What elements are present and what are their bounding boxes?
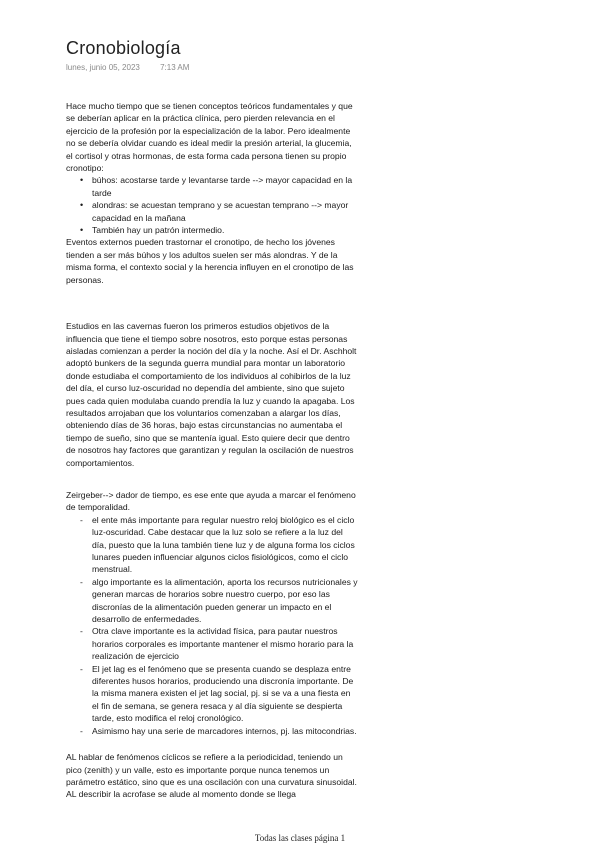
list-item: • búhos: acostarse tarde y levantarse tarde --> mayor capacidad en la tarde — [92, 174, 358, 199]
list-item: - El jet lag es el fenómeno que se presenta cuando se desplaza entre diferentes husos horarios, produciendo una discronía importante. De la misma manera existen el jet lag social, pj. si se va a una fiesta en el fin de semana, se genera resaca y al día siguiente se despierta tarde, esto modifica el reloj cronológico. — [92, 663, 358, 725]
page-date: lunes, junio 05, 2023 — [66, 63, 140, 72]
page-time: 7:13 AM — [160, 63, 190, 72]
page-footer: Todas las clases página 1 — [254, 833, 346, 843]
section1-intro: Hace mucho tiempo que se tienen conceptos teóricos fundamentales y que se deberían aplicar en la práctica clínica, pero pierden relevancia en el ejercicio de la profesión por la especialización de la labor. Pero idealmente no se debería olvidar cuando es ideal medir la presión arterial, la glucemia, el cortisol y otras hormonas, de esta forma cada persona tienen su propio cronotipo: — [66, 101, 353, 174]
list-item: - el ente más importante para regular nuestro reloj biológico es el ciclo luz-oscuridad. Cabe destacar que la luz solo se refiere a la luz del día, puesto que la luna también tiene luz y de alguna forma los ciclos lunares pueden influenciar algunos ciclos fisiológicos, como el ciclo menstrual. — [92, 514, 358, 576]
section3-intro: Zeirgeber--> dador de tiempo, es ese ente que ayuda a marcar el fenómeno de temporalidad. — [66, 489, 356, 513]
spacer — [66, 469, 358, 489]
spacer — [66, 286, 358, 320]
section2-text: Estudios en las cavernas fueron los primeros estudios objetivos de la influencia que tiene el tiempo sobre nosotros, esto porque estas personas aisladas comienzan a perder la noción del día y la noche. Así el Dr. Aschholt adoptó bunkers de la segunda guerra mundial para montar un laboratorio donde estudiaba el comportamiento de los individuos al cohibirlos de la luz del día, el curso luz-oscuridad no dependía del ambiente, sino que sujeto pues cada quien modulaba cuando prendía la luz y cuando la apagaba. Los resultados arrojaban que los voluntarios comenzaban a alargar los días, obteniendo días de 36 horas, bajo estas circunstancias no aumentaba el tiempo de sueño, sino que se mantenía igual. Esto quiere decir que dentro de nosotros hay factores que garantizan y regulan la oscilación de nuestros comportamientos. — [66, 321, 357, 468]
note-body — [66, 100, 358, 801]
section1-after: Eventos externos pueden trastornar el cronotipo, de hecho los jóvenes tienden a ser más búhos y los adultos suelen ser más alondras. Y de la misma forma, el contexto social y la herencia influyen en el cronotipo de las personas. — [66, 237, 354, 285]
list-item: - algo importante es la alimentación, aporta los recursos nutricionales y generan marcas de horarios sobre nuestro cuerpo, por eso las discronías de la alimentación pueden generar un impacto en el desarrollo de enfermedades. — [92, 576, 358, 626]
chronotype-list — [66, 174, 358, 236]
list-item: • También hay un patrón intermedio. — [92, 224, 358, 236]
list-item: • alondras: se acuestan temprano y se acuestan temprano --> mayor capacidad en la mañana — [92, 199, 358, 224]
list-item: - Asimismo hay una serie de marcadores internos, pj. las mitocondrias. — [92, 725, 358, 737]
zeitgeber-list — [66, 514, 358, 737]
page-title: Cronobiología — [66, 38, 181, 58]
spacer — [66, 737, 358, 751]
list-item: - Otra clave importante es la actividad física, para pautar nuestros horarios corporales es importante mantener el mismo horario para la realización de ejercicio — [92, 625, 358, 662]
section4-text: AL hablar de fenómenos cíclicos se refiere a la periodicidad, teniendo un pico (zenith) y un valle, esto es importante porque nunca tenemos un parámetro estático, sino que es una oscilación con una curvatura sinusoidal. AL describir la acrofase se alude al momento donde se llega — [66, 752, 357, 800]
page-meta — [66, 63, 189, 72]
